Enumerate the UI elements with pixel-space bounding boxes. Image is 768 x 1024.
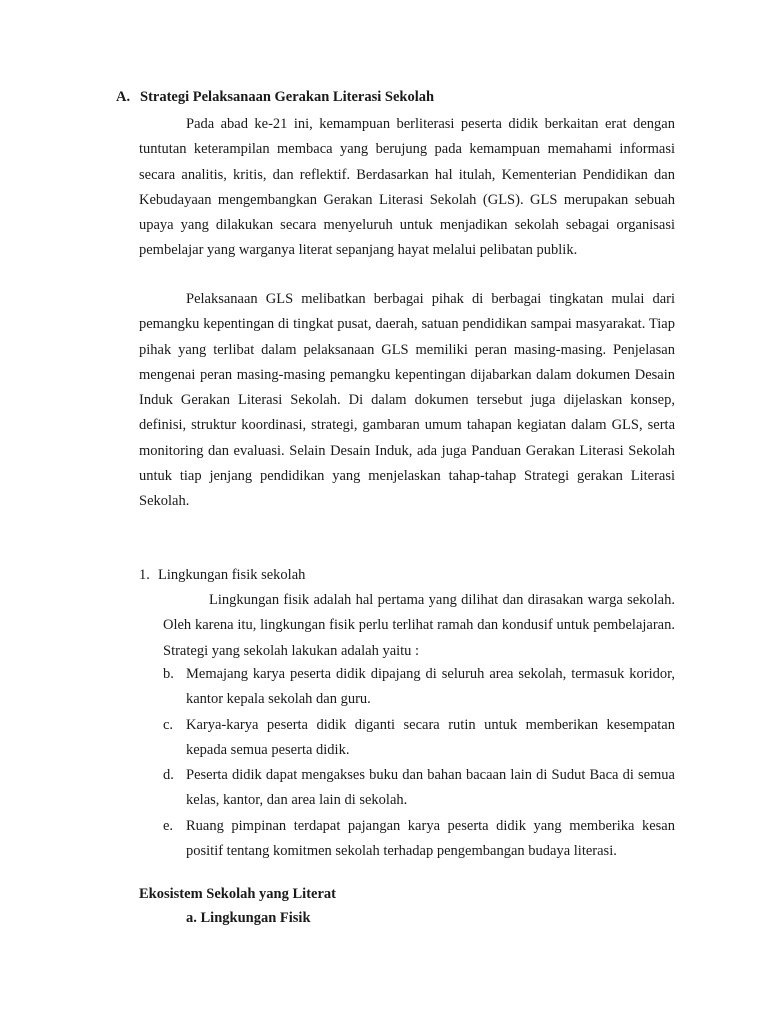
list-item-text: Peserta didik dapat mengakses buku dan bahan bacaan lain di Sudut Baca di semua kelas, kantor, dan area lain di sekolah. [186,767,675,809]
list-item [163,662,675,713]
subsection-paragraph: Lingkungan fisik adalah hal pertama yang dilihat dan dirasakan warga sekolah. Oleh karena itu, lingkungan fisik perlu terlihat ramah dan kondusif untuk pembelajaran. Strategi yang sekolah lakukan adalah yaitu : [163,592,675,659]
list-item-marker: c. [163,716,174,733]
ecosystem-subheading: a. Lingkungan Fisik [186,910,311,926]
list-item [163,713,675,764]
section-title: Strategi Pelaksanaan Gerakan Literasi Sekolah [140,89,435,105]
list-item-marker: b. [163,666,174,682]
list-item [163,763,675,814]
subsection-marker: 1. [139,567,150,583]
list-item-text: Memajang karya peserta didik dipajang di seluruh area sekolah, termasuk koridor, kantor kepala sekolah dan guru. [186,666,675,708]
list-item-text: Ruang pimpinan terdapat pajangan karya peserta didik yang memberika kesan positif tentang komitmen sekolah terhadap pengembangan budaya literasi. [186,817,675,860]
section-marker: A. [116,89,131,105]
subsection-title: Lingkungan fisik sekolah [158,567,306,583]
list-item-marker: e. [163,817,174,834]
section-heading [116,87,434,107]
list-item [163,814,675,865]
ecosystem-heading: Ekosistem Sekolah yang Literat [139,886,336,902]
strategy-list [163,662,675,864]
paragraph-1: Pada abad ke-21 ini, kemampuan berliterasi peserta didik berkaitan erat dengan tuntutan keterampilan membaca yang berujung pada kemampuan memahami informasi secara analitis, kritis, dan reflektif. Berdasarkan hal itulah, Kementerian Pendidikan dan Kebudayaan mengembangkan Gerakan Literasi Sekolah (GLS). GLS merupakan sebuah upaya yang dilakukan secara menyeluruh untuk menjadikan sekolah sebagai organisasi pembelajar yang warganya literat sepanjang hayat melalui pelibatan publik. [139,116,675,259]
subsection-heading [139,565,305,585]
list-item-text: Karya-karya peserta didik diganti secara rutin untuk memberikan kesempatan kepada semua peserta didik. [186,716,675,758]
paragraph-2: Pelaksanaan GLS melibatkan berbagai pihak di berbagai tingkatan mulai dari pemangku kepentingan di tingkat pusat, daerah, satuan pendidikan sampai masyarakat. Tiap pihak yang terlibat dalam pelaksanaan GLS memiliki peran masing-masing. Penjelasan mengenai peran masing-masing pemangku kepentingan dijabarkan dalam dokumen Desain Induk Gerakan Literasi Sekolah. Di dalam dokumen tersebut juga dijelaskan konsep, definisi, struktur koordinasi, strategi, gambaran umum tahapan kegiatan dalam GLS, serta monitoring dan evaluasi. Selain Desain Induk, ada juga Panduan Gerakan Literasi Sekolah untuk tiap jenjang pendidikan yang menjelaskan tahap-tahap Strategi gerakan Literasi Sekolah. [139,291,675,510]
list-item-marker: d. [163,767,174,784]
